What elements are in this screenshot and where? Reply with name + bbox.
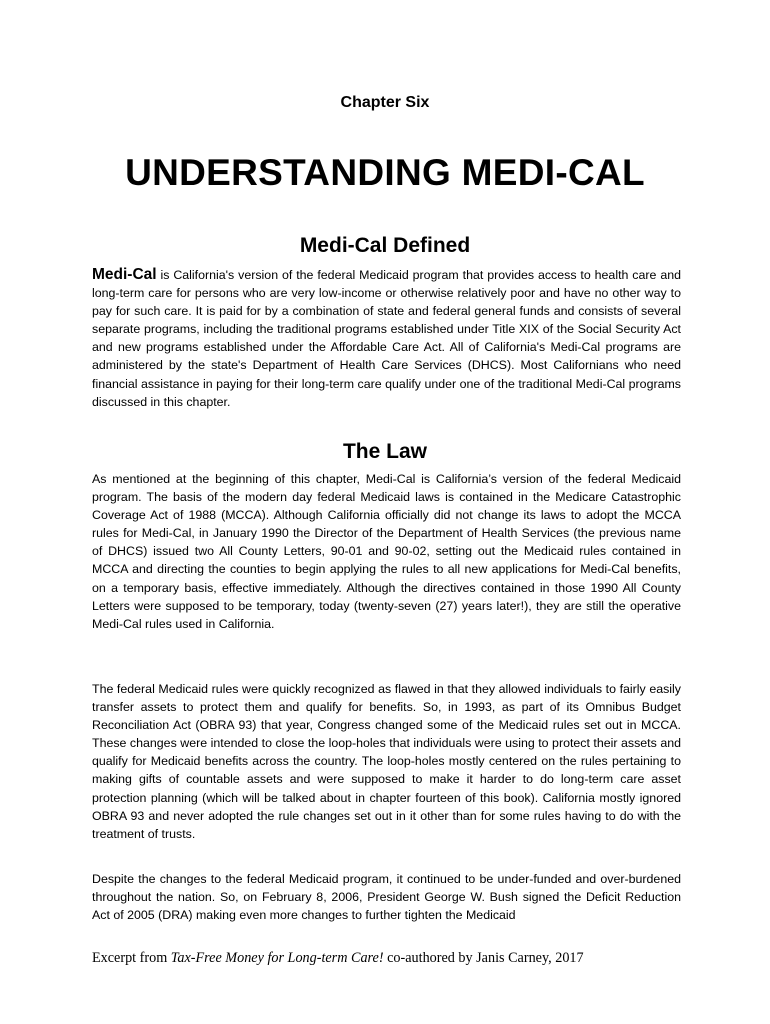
section-heading-the-law: The Law xyxy=(342,440,427,463)
paragraph-law-obra93: The federal Medicaid rules were quickly recognized as flawed in that they allowed individuals to fairly easily transfer assets to protect them and qualify for benefits. So, in 1993, as part of its Omnibus Budget Reconciliation Act (OBRA 93) that year, Congress changed some of the Medicaid rules set out in MCCA. These changes were intended to close the loop-holes that individuals were using to protect their assets and qualify for Medicaid benefits across the country. The loop-holes mostly centered on the rules pertaining to making gifts of countable assets and were supposed to make it harder to do long-term care asset protection planning (which will be talked about in chapter fourteen of this book). California mostly ignored OBRA 93 and never adopted the rule changes set out in it other than for some rules having to do with the treatment of trusts. xyxy=(92,682,681,841)
section-heading-medi-cal-defined: Medi-Cal Defined xyxy=(299,234,471,257)
footer-prefix: Excerpt from xyxy=(92,950,171,966)
paragraph-law-dra: Despite the changes to the federal Medicaid program, it continued to be under-funded and over-burdened throughout the nation. So, on February 8, 2006, President George W. Bush signed the Deficit Reduction Act of 2005 (DRA) making even more changes to further tighten the Medicaid xyxy=(92,872,681,923)
lead-term: Medi-Cal xyxy=(92,266,157,283)
footer-suffix: co-authored by Janis Carney, 2017 xyxy=(383,950,584,966)
page-footer xyxy=(92,950,681,967)
paragraph-medi-cal-definition xyxy=(92,266,681,411)
paragraph-text: is California's version of the federal Medicaid program that provides access to health care and long-term care for persons who are very low-income or otherwise relatively poor and have no other way to pay for such care. It is paid for by a combination of state and federal general funds and consists of several separate programs, including the traditional programs established under Title XIX of the Social Security Act and new programs established under the Affordable Care Act. All of California's Medi-Cal programs are administered by the state's Department of Health Care Services (DHCS). Most Californians who need financial assistance in paying for their long-term care qualify under one of the traditional Medi-Cal programs discussed in this chapter. xyxy=(92,268,681,409)
paragraph-law-mcca: As mentioned at the beginning of this chapter, Medi-Cal is California’s version of the federal Medicaid program. The basis of the modern day federal Medicaid laws is contained in the Medicare Catastrophic Coverage Act of 1988 (MCCA). Although California officially did not change its laws to adopt the MCCA rules for Medi-Cal, in January 1990 the Director of the Department of Health Services (the previous name of DHCS) issued two All County Letters, 90-01 and 90-02, setting out the Medicaid rules contained in MCCA and directing the counties to begin applying the rules to all new applications for Medi-Cal benefits, on a temporary basis, effective immediately. Although the directives contained in those 1990 All County Letters were supposed to be temporary, today (twenty-seven (27) years later!), they are still the operative Medi-Cal rules used in California. xyxy=(92,472,681,631)
footer-book-title: Tax-Free Money for Long-term Care! xyxy=(170,950,384,966)
chapter-label: Chapter Six xyxy=(340,94,430,111)
page-title: UNDERSTANDING MEDI-CAL xyxy=(125,152,645,193)
